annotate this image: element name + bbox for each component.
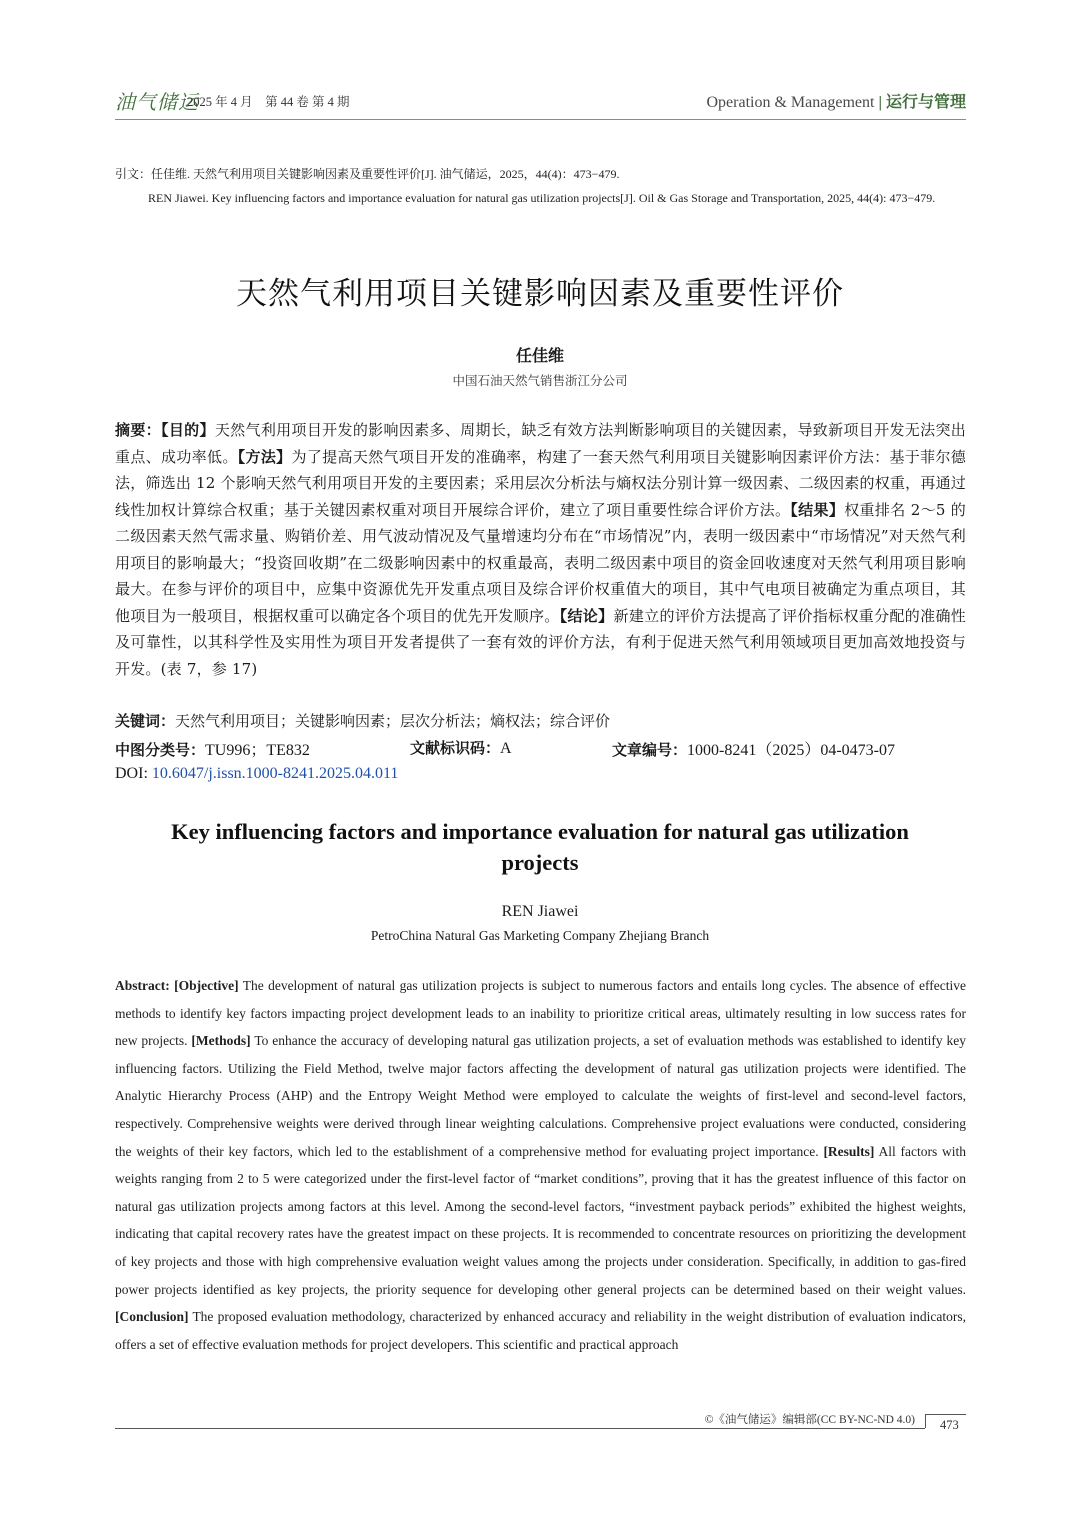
doc-code-value: A xyxy=(500,740,512,757)
header-divider xyxy=(115,119,966,120)
abstract-en-label: Abstract: xyxy=(115,978,175,993)
abstract-zh-objective-tag: 【目的】 xyxy=(161,421,215,439)
article-number-value: 1000-8241（2025）04-0473-07 xyxy=(687,742,896,759)
abstract-zh-results: 权重排名 2～5 的二级因素天然气需求量、购销价差、用气波动情况及气量增速均分布在“市场情况”内，表明一级因素中“市场情况”对天然气利用项目的影响最大；“投资回收期”在二级影响因素中的权重最高，表明二级因素中项目的资金回收速度对天然气利用项目影响最大。在参与评价的项目中，应集中资源优先开发重点项目及综合评价权重值大的项目，其中气电项目被确定为重点项目，其他项目为一般项目，根据权重可以确定各个项目的优先开发顺序。 xyxy=(115,500,966,625)
copyright-notice: ©《油气储运》编辑部(CC BY-NC-ND 4.0) xyxy=(704,1414,915,1426)
citation-label: 引文： xyxy=(115,167,152,181)
keywords-label: 关键词： xyxy=(115,712,176,730)
keywords-value: 天然气利用项目；关键影响因素；层次分析法；熵权法；综合评价 xyxy=(175,712,611,730)
abstract-en-objective: The development of natural gas utilization projects is subject to numerous factors and entails long cycles. The absence of effective methods to identify key factors impacting project development leads to an inability to prioritize critical areas, ultimately resulting in low success rates for new projects. xyxy=(115,978,966,1049)
abstract-zh-methods-tag: 【方法】 xyxy=(237,447,292,466)
author-en: REN Jiawei xyxy=(501,903,579,920)
title-en: Key influencing factors and importance evaluation for natural gas utilization projects xyxy=(171,819,909,875)
page-number: 473 xyxy=(940,1418,959,1432)
doi-link[interactable]: 10.6047/j.issn.1000-8241.2025.04.011 xyxy=(151,765,399,782)
doi-line xyxy=(115,765,966,783)
abstract-en-results-tag: [Results] xyxy=(823,1143,875,1159)
footer-divider xyxy=(115,1428,925,1429)
keywords-line xyxy=(115,710,966,731)
running-header xyxy=(115,84,966,118)
abstract-en-conclusion: The proposed evaluation methodology, characterized by enhanced accuracy and reliability in the weight distribution of evaluation indicators, offers a set of effective evaluation methods for project developers. This scientific and practical approach xyxy=(115,1309,966,1352)
section-label-en: Operation & Management xyxy=(706,94,875,111)
clc-item xyxy=(115,737,310,760)
affiliation-zh: 中国石油天然气销售浙江分公司 xyxy=(452,373,628,388)
section-label-zh: 运行与管理 xyxy=(885,92,966,111)
abstract-zh-methods: 为了提高天然气项目开发的准确率，构建了一套天然气利用项目关键影响因素评价方法：基于菲尔德法，筛选出 12 个影响天然气利用项目开发的主要因素；采用层次分析法与熵权法分别计算一级因素、二级因素的权重，再通过线性加权计算综合权重；基于关键因素权重对项目开展综合评价，建立了项目重要性综合评价方法。 xyxy=(115,447,967,519)
abstract-zh-conclusion-tag: 【结论】 xyxy=(559,606,614,625)
abstract-en-objective-tag: [Objective] xyxy=(174,978,239,993)
journal-logo: 油气储运 xyxy=(115,92,199,114)
section-label xyxy=(707,89,967,112)
clc-label: 中图分类号： xyxy=(115,741,206,759)
article-number-label: 文章编号： xyxy=(612,741,688,759)
abstract-zh-label: 摘要： xyxy=(115,421,161,439)
abstract-zh-results-tag: 【结果】 xyxy=(790,500,845,519)
abstract-zh-objective: 天然气利用项目开发的影响因素多、周期长，缺乏有效方法判断影响项目的关键因素，导致新项目开发无法突出重点、成功率低。 xyxy=(115,421,966,466)
author-zh: 任佳维 xyxy=(515,346,564,365)
abstract-en-conclusion-tag: [Conclusion] xyxy=(115,1309,189,1325)
article-number-item xyxy=(612,737,895,760)
doc-code-label: 文献标识码： xyxy=(410,739,501,757)
footer-page-box-top xyxy=(925,1414,966,1415)
section-separator: | xyxy=(878,94,882,111)
abstract-zh xyxy=(115,417,966,682)
title-zh: 天然气利用项目关键影响因素及重要性评价 xyxy=(236,276,844,312)
citation-zh: 任佳维. 天然气利用项目关键影响因素及重要性评价[J]. 油气储运，2025，44(4)：473−479. xyxy=(151,167,620,181)
citation-en: REN Jiawei. Key influencing factors and importance evaluation for natural gas utilization projects[J]. Oil & Gas Storage and Transportation, 2025, 44(4): 473−479. xyxy=(148,191,936,205)
abstract-en-methods: To enhance the accuracy of developing natural gas utilization projects, a set of evaluation methods was established to identify key influencing factors. Utilizing the Field Method, twelve major factors affecting the development of natural gas utilization projects were identified. The Analytic Hierarchy Process (AHP) and the Entropy Weight Method were employed to calculate the weights of first-level and second-level factors, respectively. Comprehensive weights were derived through linear weighting calculations. Comprehensive project evaluations were conducted, considering the weights of their key factors, which led to the establishment of a comprehensive method for evaluating project importance. xyxy=(115,1033,966,1159)
abstract-en-methods-tag: [Methods] xyxy=(191,1033,251,1049)
affiliation-en: PetroChina Natural Gas Marketing Company Zhejiang Branch xyxy=(370,928,710,943)
abstract-en-results: All factors with weights ranging from 2 to 5 were categorized under the first-level factor of “market conditions”, proving that it has the greatest influence of this factor on natural gas utilization projects among factors at this level. Among the second-level factors, “investment payback periods” exhibited the highest weights, indicating that capital recovery rates have the greatest impact on these projects. It is recommended to concentrate resources on prioritizing the development of key projects and those with high comprehensive evaluation weight values among the projects under consideration. Specifically, in addition to gas-fired power projects identified as key projects, the priority sequence for developing other general projects can be determined based on their weight values. xyxy=(115,1143,966,1297)
doc-code-item xyxy=(410,737,512,758)
doi-label: DOI: xyxy=(115,765,152,782)
footer-page-box-edge xyxy=(925,1414,926,1428)
issue-info: 2025 年 4 月 第 44 卷 第 4 期 xyxy=(187,95,350,109)
abstract-en xyxy=(115,972,966,1358)
abstract-zh-conclusion: 新建立的评价方法提高了评价指标权重分配的准确性及可靠性，以其科学性及实用性为项目开发者提供了一套有效的评价方法，有利于促进天然气利用领域项目更加高效地投资与开发。(表 7，参 17) xyxy=(115,606,966,678)
clc-value: TU996；TE832 xyxy=(205,742,310,759)
citation-block xyxy=(115,162,966,210)
